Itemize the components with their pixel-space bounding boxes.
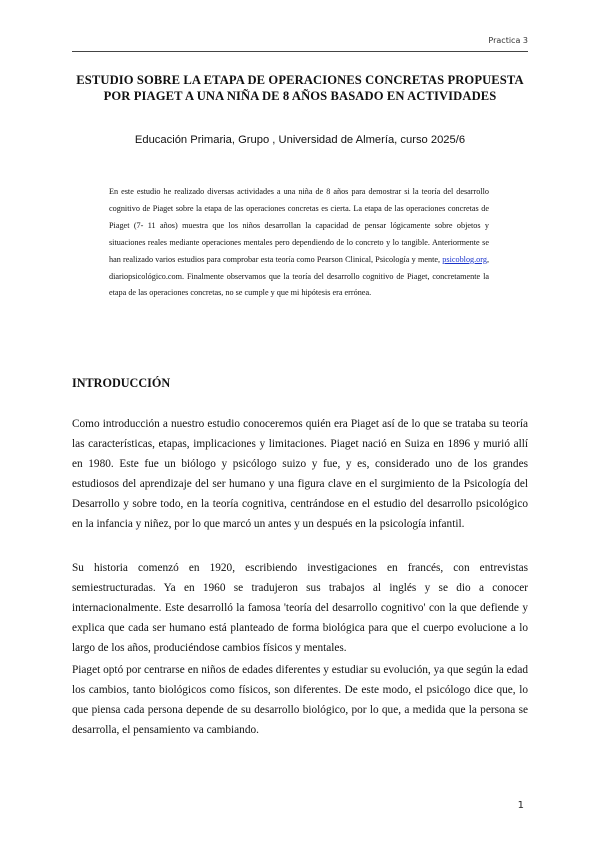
page-number: 1 — [517, 800, 524, 811]
header-divider — [72, 51, 528, 52]
document-title: ESTUDIO SOBRE LA ETAPA DE OPERACIONES CONCRETAS PROPUESTA POR PIAGET A UNA NIÑA DE 8 AÑOS BASADO EN ACTIVIDADES — [76, 73, 524, 103]
running-header: Practica 3 — [488, 36, 528, 45]
body-paragraph: Piaget optó por centrarse en niños de edades diferentes y estudiar su evolución, ya que según la edad los cambios, tanto biológicos como físicos, son diferentes. De este modo, el psicólogo dice que, lo que piensa cada persona depende de su desarrollo biológico, por lo que, a medida que la persona se desarrolla, el pensamiento va cambiando. — [72, 664, 528, 737]
body-paragraph: Como introducción a nuestro estudio conoceremos quién era Piaget así de lo que se trataba su teoría las características, etapas, implicaciones y limitaciones. Piaget nació en Suiza en 1896 y murió allí en 1980. Este fue un biólogo y psicólogo suizo y fue, y es, considerado uno de los grandes estudiosos del aprendizaje del ser humano y una figura clave en el surgimiento de la Psicología del Desarrollo y sobre todo, en la teoría cognitiva, centrándose en el estudio del desarrollo psicológico en la infancia y niñez, por lo que marcó un antes y un después en la psicología infantil. — [72, 418, 528, 531]
abstract — [109, 184, 489, 302]
abstract-text-start: En este estudio he realizado diversas actividades a una niña de 8 años para demostrar si la teoría del desarrollo cognitivo de Piaget sobre la etapa de las operaciones concretas es cierta. La etapa de las operaciones concretas de Piaget (7- 11 años) muestra que los niños desarrollan la capacidad de pensar lógicamente sobre objetos y situaciones reales mediante operaciones mentales pero dependiendo de lo concreto y lo tangible. Anteriormente se han realizado varios estudios para comprobar esta teoría como Pearson Clinical, Psicología y mente, — [109, 187, 489, 264]
document-subtitle: Educación Primaria, Grupo , Universidad de Almería, curso 2025/6 — [134, 134, 466, 146]
abstract-text-end: , diariopsicológico.com. Finalmente observamos que la teoría del desarrollo cognitivo de Piaget, concretamente la etapa de las operaciones concretas, no se cumple y que mi hipótesis era errónea. — [109, 254, 489, 298]
psicoblog-link[interactable]: psicoblog.org — [442, 254, 487, 264]
body-paragraph: Su historia comenzó en 1920, escribiendo investigaciones en francés, con entrevistas semiestructuradas. Ya en 1960 se tradujeron sus trabajos al inglés y se dio a conocer internacionalmente. Este desarrolló la famosa 'teoría del desarrollo cognitivo' con la que defiende y explica que cada ser humano está planteado de forma biológica para que el cuerpo evolucione a lo largo de los años, produciéndose cambios físicos y mentales. — [72, 562, 528, 655]
section-heading-introduccion: INTRODUCCIÓN — [72, 376, 171, 390]
